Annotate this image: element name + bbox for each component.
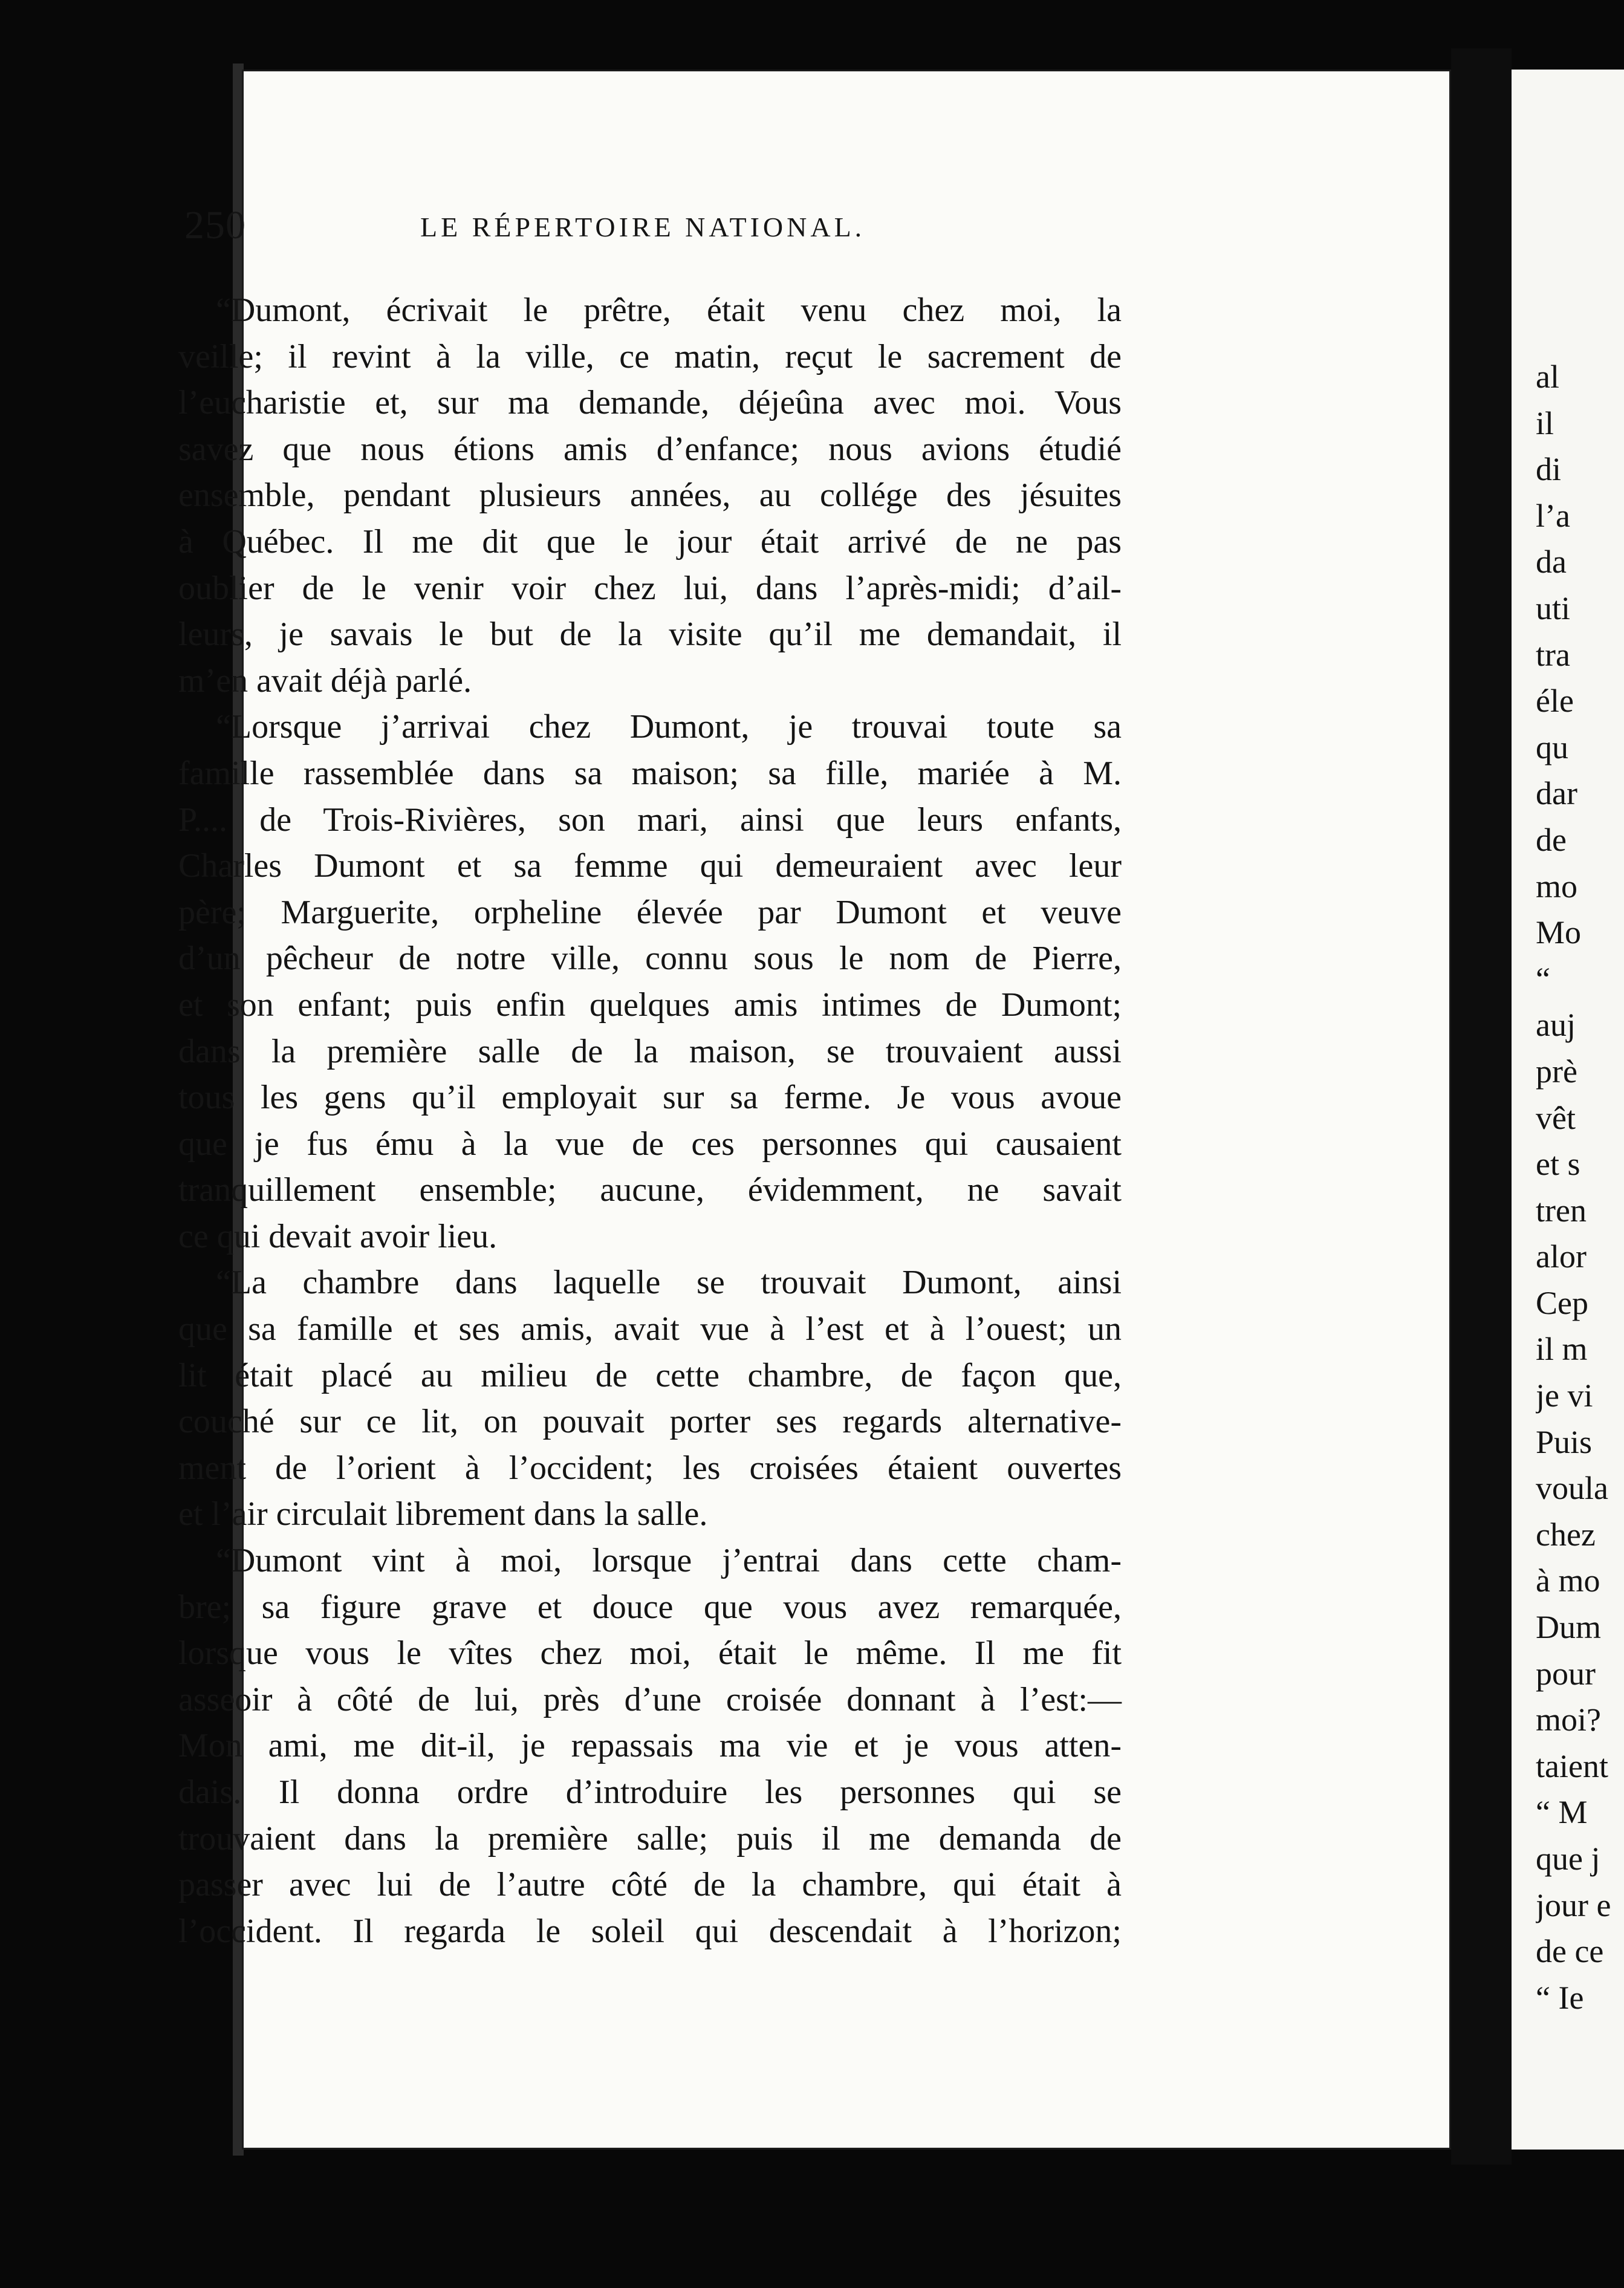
text-line: que sa famille et ses amis, avait vue à l’est et à l’ouest; un — [178, 1310, 1122, 1348]
facing-text-fragment: al — [1536, 359, 1559, 395]
text-line: “Dumont, écrivait le prêtre, était venu chez moi, la — [216, 291, 1122, 329]
body-text — [178, 287, 1122, 1954]
facing-text-fragment: à mo — [1536, 1562, 1600, 1599]
facing-text-fragment: prè — [1536, 1053, 1577, 1090]
text-line: Mon ami, me dit-il, je repassais ma vie et je vous atten- — [178, 1727, 1122, 1765]
facing-text-fragment: voula — [1536, 1470, 1608, 1507]
text-line: et son enfant; puis enfin quelques amis intimes de Dumont; — [178, 986, 1122, 1024]
facing-text-fragment: que j — [1536, 1841, 1600, 1877]
text-line: oublier de le venir voir chez lui, dans l’après-midi; d’ail- — [178, 569, 1122, 607]
book-gutter — [1451, 48, 1512, 2165]
page-number: 250 — [184, 203, 246, 247]
text-line: tranquillement ensemble; aucune, évidemment, ne savait — [178, 1171, 1122, 1209]
facing-text-fragment: je vi — [1536, 1377, 1593, 1414]
text-line: et l’air circulait librement dans la salle. — [178, 1495, 708, 1533]
facing-text-fragment: et s — [1536, 1146, 1580, 1183]
text-line: père; Marguerite, orpheline élevée par Dumont et veuve — [178, 893, 1122, 931]
text-line: dais. Il donna ordre d’introduire les personnes qui se — [178, 1773, 1122, 1811]
facing-text-fragment: éle — [1536, 683, 1574, 720]
facing-text-fragment: alor — [1536, 1238, 1587, 1275]
text-line: que je fus ému à la vue de ces personnes qui causaient — [178, 1125, 1122, 1163]
facing-text-fragment: “ Ie — [1536, 1979, 1584, 2016]
text-line: ce qui devait avoir lieu. — [178, 1217, 498, 1255]
text-line: Charles Dumont et sa femme qui demeuraient avec leur — [178, 847, 1122, 885]
facing-text-fragment: di — [1536, 451, 1562, 488]
facing-text-fragment: qu — [1536, 729, 1568, 765]
text-line: à Québec. Il me dit que le jour était arrivé de ne pas — [178, 522, 1122, 561]
text-line: dans la première salle de la maison, se trouvaient aussi — [178, 1032, 1122, 1070]
text-line: asseoir à côté de lui, près d’une croisée donnant à l’est:— — [178, 1680, 1122, 1718]
text-line: couché sur ce lit, on pouvait porter ses regards alternative- — [178, 1403, 1122, 1441]
text-line: “La chambre dans laquelle se trouvait Dumont, ainsi — [216, 1264, 1122, 1302]
facing-text-fragment: vêt — [1536, 1099, 1576, 1136]
facing-text-fragment: Dum — [1536, 1609, 1601, 1646]
text-line: bre; sa figure grave et douce que vous avez remarquée, — [178, 1588, 1122, 1626]
page-header — [184, 203, 1149, 257]
facing-text-fragment: il — [1536, 405, 1554, 441]
facing-text-fragment: jour e — [1536, 1887, 1611, 1923]
facing-text-fragment: mo — [1536, 868, 1578, 905]
facing-page-text — [1536, 354, 1624, 2021]
facing-text-fragment: auj — [1536, 1007, 1576, 1044]
text-line: “Lorsque j’arrivai chez Dumont, je trouvai toute sa — [216, 708, 1122, 746]
facing-text-fragment: chez — [1536, 1516, 1596, 1553]
text-line: “Dumont vint à moi, lorsque j’entrai dans cette cham- — [216, 1542, 1122, 1580]
facing-text-fragment: tra — [1536, 636, 1570, 673]
facing-text-fragment: taient — [1536, 1747, 1608, 1784]
facing-text-fragment: “ M — [1536, 1794, 1588, 1831]
facing-text-fragment: “ — [1536, 960, 1550, 997]
text-line: ensemble, pendant plusieurs années, au collége des jésuites — [178, 476, 1122, 515]
facing-text-fragment: il m — [1536, 1331, 1588, 1368]
facing-text-fragment: de ce — [1536, 1933, 1604, 1970]
facing-text-fragment: uti — [1536, 590, 1571, 626]
running-title: LE RÉPERTOIRE NATIONAL. — [420, 212, 866, 242]
text-line: famille rassemblée dans sa maison; sa fille, mariée à M. — [178, 754, 1122, 792]
facing-text-fragment: da — [1536, 544, 1567, 580]
facing-text-fragment: dar — [1536, 775, 1577, 812]
text-line: lit était placé au milieu de cette chambre, de façon que, — [178, 1356, 1122, 1394]
facing-text-fragment: l’a — [1536, 497, 1570, 534]
facing-text-fragment: tren — [1536, 1192, 1587, 1229]
text-line: l’occident. Il regarda le soleil qui descendait à l’horizon; — [178, 1912, 1122, 1950]
text-line: P.... de Trois-Rivières, son mari, ainsi que leurs enfants, — [178, 801, 1122, 839]
facing-text-fragment: Puis — [1536, 1423, 1593, 1460]
text-line: savez que nous étions amis d’enfance; nous avions étudié — [178, 430, 1122, 468]
facing-text-fragment: de — [1536, 821, 1567, 858]
text-line: l’eucharistie et, sur ma demande, déjeûna avec moi. Vous — [178, 384, 1122, 422]
facing-text-fragment: Mo — [1536, 914, 1582, 951]
text-line: tous les gens qu’il employait sur sa ferme. Je vous avoue — [178, 1079, 1122, 1117]
text-line: ment de l’orient à l’occident; les croisées étaient ouvertes — [178, 1449, 1122, 1487]
text-line: d’un pêcheur de notre ville, connu sous le nom de Pierre, — [178, 940, 1122, 978]
facing-text-fragment: pour — [1536, 1655, 1596, 1692]
text-line: trouvaient dans la première salle; puis il me demanda de — [178, 1819, 1122, 1857]
text-line: leurs, je savais le but de la visite qu’il me demandait, il — [178, 616, 1122, 654]
facing-text-fragment: moi? — [1536, 1701, 1601, 1738]
text-line: lorsque vous le vîtes chez moi, était le même. Il me fit — [178, 1634, 1122, 1672]
text-line: passer avec lui de l’autre côté de la chambre, qui était à — [178, 1866, 1122, 1904]
facing-text-fragment: Cep — [1536, 1284, 1588, 1321]
text-line: veille; il revint à la ville, ce matin, reçut le sacrement de — [178, 337, 1122, 375]
text-line: m’en avait déjà parlé. — [178, 661, 472, 700]
